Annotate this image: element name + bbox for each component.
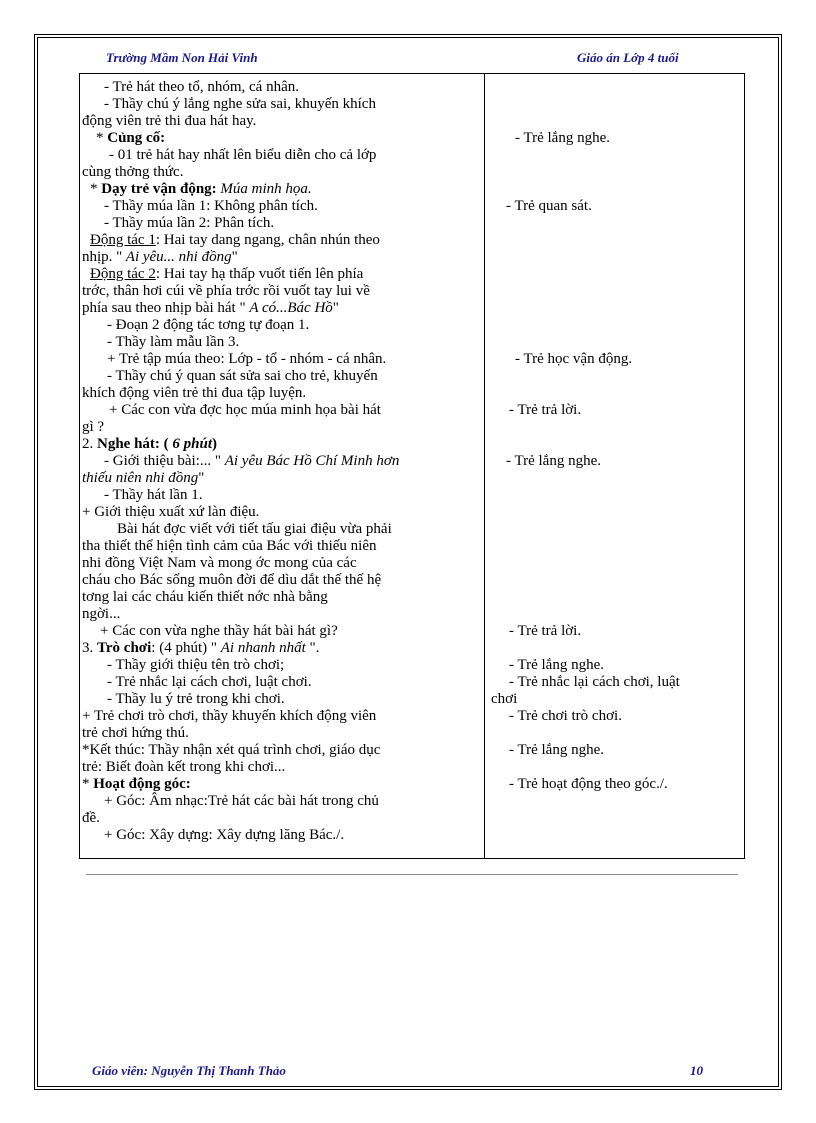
text-line: - Trẻ trả lời. [509, 623, 582, 639]
text-line: ngời... [82, 606, 121, 622]
text-line: cùng thởng thức. [82, 164, 184, 180]
text-line: *Kết thúc: Thầy nhận xét quá trình chơi, giáo dục [82, 742, 381, 758]
text-line: tha thiết thể hiện tình cảm của Bác với thiếu niên [82, 538, 377, 554]
text-line: trớc, thân hơi cúi về phía trớc rồi vuốt tay lui về [82, 283, 370, 299]
page-number: 10 [690, 1063, 703, 1078]
text-line: - Thầy hát lần 1. [104, 487, 203, 503]
text-line: nhi đồng Việt Nam và mong ớc mong của các [82, 555, 357, 571]
text-line: - 01 trẻ hát hay nhất lên biểu diễn cho cả lớp [109, 147, 377, 163]
text-line: + Các con vừa đợc học múa minh họa bài hát [109, 402, 381, 418]
text-line: - Giới thiệu bài:... " Ai yêu Bác Hồ Chí Minh hơn [104, 453, 400, 469]
section-heading: * Hoạt động góc: [82, 776, 191, 792]
text-line: + Góc: Xây dựng: Xây dựng lăng Bác./. [104, 827, 345, 843]
header-title: Giáo án Lớp 4 tuổi [577, 50, 679, 65]
footer-teacher: Giáo viên: Nguyễn Thị Thanh Thảo [92, 1063, 286, 1078]
text-line: trẻ chơi hứng thú. [82, 725, 189, 741]
text-line: - Trẻ lắng nghe. [509, 657, 604, 673]
section-heading: * Củng cố: [96, 130, 166, 146]
header-school: Trường Mầm Non Hải Vinh [106, 50, 258, 65]
text-line: - Trẻ nhắc lại cách chơi, luật [509, 674, 680, 690]
text-line: - Trẻ chơi trò chơi. [509, 708, 622, 724]
text-line: - Trẻ trả lời. [509, 402, 582, 418]
text-line: - Thầy làm mẫu lần 3. [107, 334, 240, 350]
section-heading: 3. Trò chơi: (4 phút) " Ai nhanh nhất ". [82, 640, 320, 656]
text-line: gì ? [82, 419, 105, 435]
text-line: Bài hát đợc viết với tiết tấu giai điệu vừa phải [117, 521, 392, 537]
text-line: - Đoạn 2 động tác tơng tự đoạn 1. [107, 317, 310, 333]
text-line: nhịp. " Ai yêu... nhi đồng" [82, 249, 238, 265]
section-heading: 2. Nghe hát: ( 6 phút) [82, 436, 218, 452]
text-line: Động tác 2: Hai tay hạ thấp vuốt tiến lên phía [90, 266, 364, 282]
text-line: - Thầy giới thiệu tên trò chơi; [107, 657, 285, 673]
section-heading: * Dạy trẻ vận động: Múa minh họa. [90, 181, 312, 197]
text-line: tơng lai các cháu kiến thiết nớc nhà bằng [82, 589, 328, 605]
text-line: đề. [82, 810, 100, 826]
text-line: + Trẻ tập múa theo: Lớp - tổ - nhóm - cá nhân. [107, 351, 387, 367]
text-line: + Các con vừa nghe thầy hát bài hát gì? [100, 623, 338, 639]
text-line: Động tác 1: Hai tay dang ngang, chân nhún theo [90, 232, 380, 248]
text-line: + Trẻ chơi trò chơi, thầy khuyến khích động viên [82, 708, 377, 724]
text-line: phía sau theo nhịp bài hát " A có...Bác Hồ" [82, 300, 339, 316]
text-line: động viên trẻ thi đua hát hay. [82, 113, 257, 129]
text-line: - Trẻ hát theo tổ, nhóm, cá nhân. [104, 79, 299, 95]
text-line: thiếu niên nhi đồng" [82, 470, 205, 486]
text-line: - Thầy lu ý trẻ trong khi chơi. [107, 691, 285, 707]
text-line: khích động viên trẻ thi đua tập luyện. [82, 385, 307, 401]
text-line: trẻ: Biết đoàn kết trong khi chơi... [82, 759, 286, 775]
text-line: - Trẻ lắng nghe. [506, 453, 601, 469]
text-line: cháu cho Bác sống muôn đời để dìu dắt thế thế hệ [82, 572, 382, 588]
table-column-divider [484, 73, 485, 859]
text-line: chơi [491, 691, 518, 707]
text-line: - Trẻ lắng nghe. [509, 742, 604, 758]
text-line: - Trẻ lắng nghe. [515, 130, 610, 146]
text-line: - Trẻ nhắc lại cách chơi, luật chơi. [107, 674, 312, 690]
text-line: - Trẻ học vận động. [515, 351, 633, 367]
text-line: - Thầy chú ý quan sát sửa sai cho trẻ, khuyến [107, 368, 378, 384]
text-line: - Thầy múa lần 2: Phân tích. [104, 215, 275, 231]
horizontal-rule [86, 874, 738, 875]
text-line: - Trẻ quan sát. [506, 198, 592, 214]
text-line: - Thầy múa lần 1: Không phân tích. [104, 198, 318, 214]
text-line: + Giới thiệu xuất xứ làn điệu. [82, 504, 260, 520]
text-line: - Thầy chú ý lắng nghe sửa sai, khuyến khích [104, 96, 376, 112]
text-line: + Góc: Âm nhạc:Trẻ hát các bài hát trong chủ [104, 793, 379, 809]
text-line: - Trẻ hoạt động theo góc./. [509, 776, 668, 792]
